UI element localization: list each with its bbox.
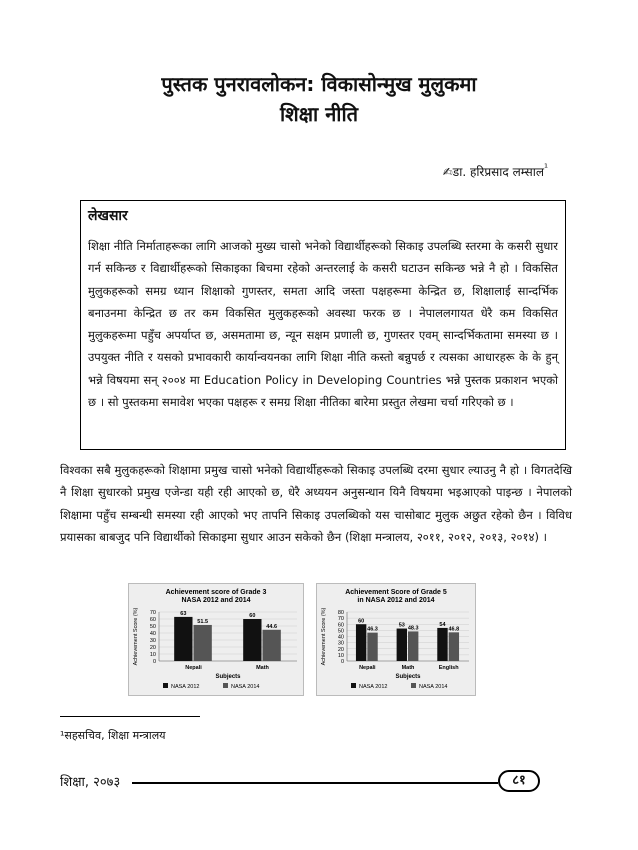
y-tick-label: 0 (152, 659, 156, 665)
data-label: 63 (180, 610, 187, 617)
chart-title-line: NASA 2012 and 2014 (181, 597, 251, 604)
x-axis-label: Subjects (215, 674, 241, 680)
chart-grade3 (128, 583, 304, 696)
author-line (443, 163, 548, 180)
x-axis-label: Subjects (395, 674, 421, 680)
y-tick-label: 40 (149, 631, 156, 637)
bar (356, 624, 366, 661)
data-label: 48.3 (407, 625, 419, 632)
abstract-text: शिक्षा नीति निर्माताहरूका लागि आजको मुख्य चासो भनेको विद्यार्थीहरूको सिकाइ उपलब्धि स्तरमा के कसरी सुधार गर्न सकिन्छ र विद्यार्थीहरूको सिकाइका बिचमा रहेको अन्तरलाई के कसरी घटाउन सकिन्छ भन्ने नै हो । विकसित मुलुकहरूको समग्र ध्यान शिक्षाको गुणस्तर, समता आदि जस्ता पक्षहरूमा केन्द्रित छ, शिक्षालाई सान्दर्भिक बनाउनमा केन्द्रित छ तर कम विकसित मुलुकहरूको अवस्था फरक छ । नेपाललगायत धेरै कम विकसित मुलुकहरूमा पहुँच अपर्याप्त छ, असमतामा छ, न्यून सक्षम प्रणाली छ, गुणस्तर एवम् सान्दर्भिकतामा समस्या छ । उपयुक्त नीति र यसको प्रभावकारी कार्यान्वयनका लागि शिक्षा नीति कस्तो बन्नुपर्छ र त्यसका आधारहरू के के हुन् भन्ने विषयमा सन् २००४ मा Education Policy in Developing Countries भन्ने पुस्तक प्रकाशन भएको छ । सो पुस्तकमा समावेश भएका पक्षहरू र समग्र शिक्षा नीतिका बारेमा प्रस्तुत लेखमा चर्चा गरिएको छ । (88, 239, 558, 410)
author-footnote-mark: ¹ (543, 163, 548, 174)
author-name: डा. हरिप्रसाद लम्साल (452, 165, 544, 179)
x-tick-label: Math (401, 665, 415, 671)
footer-divider (132, 782, 498, 784)
abstract-heading: लेखसार (88, 208, 128, 224)
y-tick-label: 70 (149, 610, 156, 616)
legend-label: NASA 2014 (231, 684, 260, 690)
y-tick-label: 20 (149, 645, 156, 651)
chart-title (166, 589, 267, 604)
bar (437, 628, 447, 661)
bar (174, 617, 192, 661)
legend-swatch (163, 683, 168, 688)
y-tick-label: 80 (337, 610, 344, 616)
chart-title-line: in NASA 2012 and 2014 (357, 597, 435, 604)
data-label: 46.3 (367, 626, 378, 633)
bar (367, 633, 377, 661)
x-tick-label: Nepali (359, 665, 376, 671)
y-axis-label: Achievement Score (%) (321, 607, 327, 666)
chart-title (345, 589, 447, 604)
footnote: ¹सहसचिव, शिक्षा मन्त्रालय (60, 729, 166, 742)
y-tick-label: 0 (340, 659, 344, 665)
legend-swatch (411, 683, 416, 688)
chart-title-line: Achievement score of Grade 3 (165, 589, 267, 596)
y-tick-label: 50 (337, 628, 344, 635)
chart-title-line: Achievement Score of Grade 5 (345, 589, 447, 596)
chart-svg (129, 584, 303, 695)
chart-grade5 (316, 583, 476, 696)
y-tick-label: 20 (337, 646, 344, 653)
legend-label: NASA 2012 (359, 684, 388, 690)
legend-label: NASA 2014 (419, 684, 448, 690)
legend-swatch (351, 683, 356, 688)
data-label: 51.5 (197, 618, 209, 625)
legend-label: NASA 2012 (171, 684, 200, 690)
bar (408, 631, 418, 661)
y-tick-label: 60 (149, 617, 156, 623)
data-label: 53 (398, 622, 405, 629)
article-title-line-1: पुस्तक पुनरावलोकन: विकासोन्मुख मुलुकमा (161, 72, 477, 96)
legend-swatch (223, 683, 228, 688)
x-tick-label: Math (256, 665, 269, 671)
article-title-line-2: शिक्षा नीति (279, 102, 359, 126)
x-tick-label: Nepali (185, 665, 202, 671)
y-tick-label: 10 (149, 652, 156, 658)
chart-svg (317, 584, 475, 695)
data-label: 60 (249, 613, 256, 619)
abstract-box (80, 200, 566, 450)
bar (243, 619, 261, 661)
bar (449, 632, 459, 661)
y-tick-label: 60 (337, 622, 344, 629)
pen-icon: ✍ (442, 165, 453, 179)
bar (263, 630, 281, 661)
y-tick-label: 40 (337, 634, 344, 641)
bar (194, 625, 212, 661)
data-label: 60 (358, 618, 365, 625)
bar (397, 629, 407, 661)
footnote-divider (60, 716, 200, 717)
data-label: 46.8 (448, 626, 460, 633)
data-label: 44.6 (266, 623, 278, 630)
page-number: ८१ (498, 770, 540, 792)
data-label: 54 (439, 621, 446, 628)
y-tick-label: 50 (149, 624, 156, 630)
y-tick-label: 30 (337, 640, 344, 647)
y-axis-label: Achievement Score (%) (133, 607, 139, 666)
body-paragraph: विश्वका सबै मुलुकहरूको शिक्षामा प्रमुख चासो भनेको विद्यार्थीहरूको सिकाइ उपलब्धि दरमा सुधार ल्याउनु नै हो । विगतदेखि नै शिक्षा सुधारको प्रमुख एजेन्डा यही रही आएको छ, धेरै अध्ययन अनुसन्धान यिनै विषयमा भइआएको पाइन्छ । नेपालको शिक्षामा पहुँच सम्बन्धी समस्या रही आएको भए तापनि सिकाइ उपलब्धिको यस चासोबाट मुलुक अछुत रहेको छैन । विविध प्रयासका बाबजुद पनि विद्यार्थीको सिकाइमा सुधार आउन सकेको छैन (शिक्षा मन्त्रालय, २०११, २०१२, २०१३, २०१४) । (60, 463, 572, 544)
x-tick-label: English (438, 665, 459, 671)
y-tick-label: 10 (337, 652, 344, 659)
y-tick-label: 30 (149, 638, 156, 644)
y-tick-label: 70 (337, 616, 344, 623)
footer-journal: शिक्षा, २०७३ (60, 775, 121, 790)
